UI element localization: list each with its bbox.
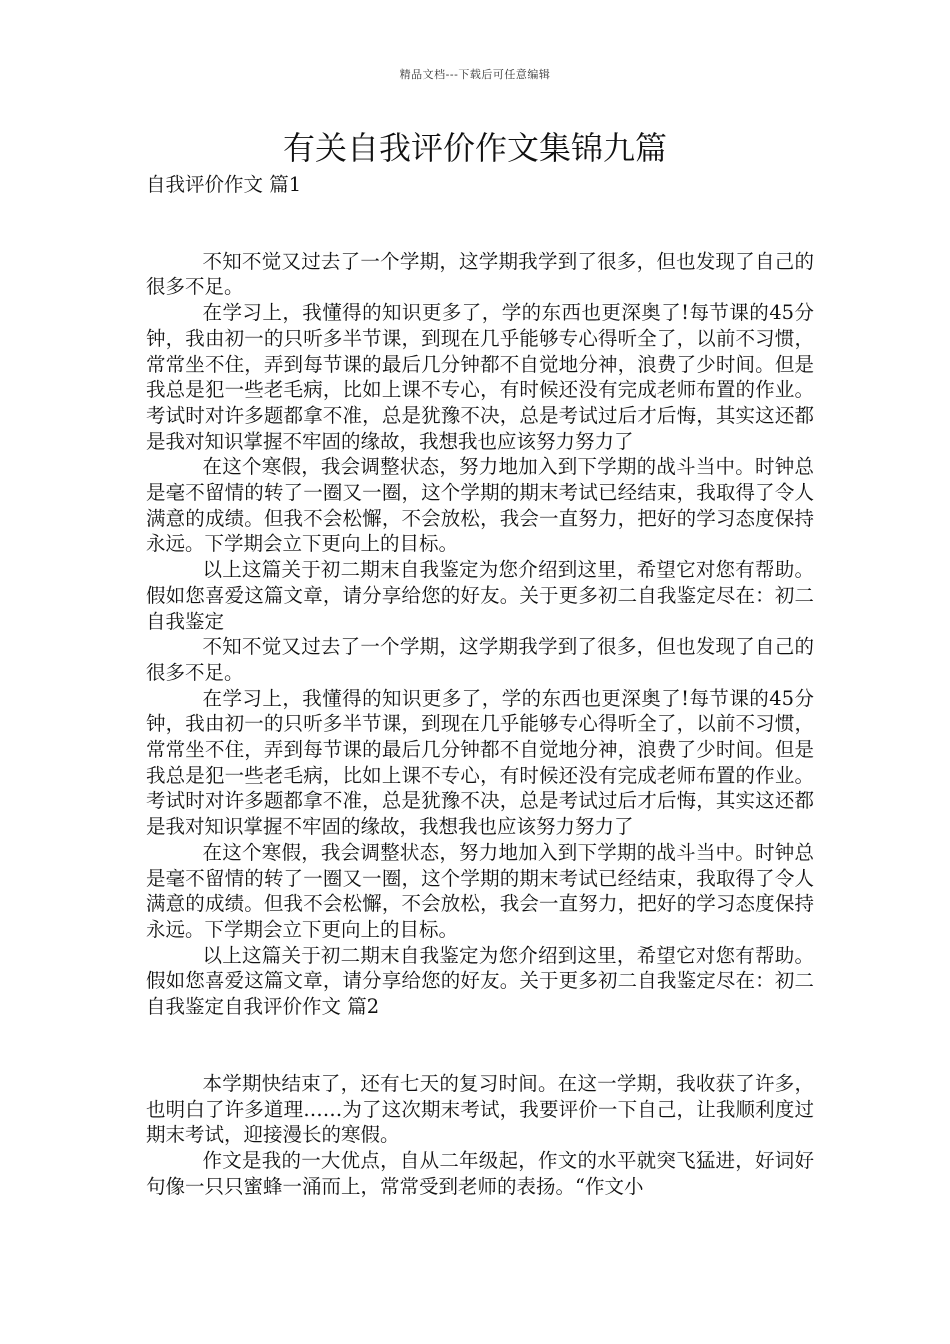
paragraph <box>146 943 814 1020</box>
paragraph: 不知不觉又过去了一个学期，这学期我学到了很多，但也发现了自己的很多不足。 <box>146 635 814 684</box>
paragraph: 以上这篇关于初二期末自我鉴定为您介绍到这里，希望它对您有帮助。假如您喜爱这篇文章，请分享给您的好友。关于更多初二自我鉴定尽在：初二自我鉴定 <box>146 558 814 633</box>
paragraph: 在学习上，我懂得的知识更多了，学的东西也更深奥了!每节课的45分钟，我由初一的只听多半节课，到现在几乎能够专心得听全了，以前不习惯，常常坐不住，弄到每节课的最后几分钟都不自觉地分神，浪费了少时间。但是我总是犯一些老毛病，比如上课不专心，有时候还没有完成老师布置的作业。考试时对许多题都拿不准，总是犹豫不决，总是考试过后才后悔，其实这还都是我对知识掌握不牢固的缘故，我想我也应该努力努力了 <box>146 686 814 839</box>
document-title: 有关自我评价作文集锦九篇 <box>282 129 667 167</box>
paragraph: 在学习上，我懂得的知识更多了，学的东西也更深奥了!每节课的45分钟，我由初一的只听多半节课，到现在几乎能够专心得听全了，以前不习惯，常常坐不住，弄到每节课的最后几分钟都不自觉地分神，浪费了少时间。但是我总是犯一些老毛病，比如上课不专心，有时候还没有完成老师布置的作业。考试时对许多题都拿不准，总是犹豫不决，总是考试过后才后悔，其实这还都是我对知识掌握不牢固的缘故，我想我也应该努力努力了 <box>146 301 814 453</box>
paragraph-text: 以上这篇关于初二期末自我鉴定为您介绍到这里，希望它对您有帮助。假如您喜爱这篇文章，请分享给您的好友。关于更多初二自我鉴定尽在：初二自我鉴定 <box>146 943 814 1019</box>
paragraph: 在这个寒假，我会调整状态，努力地加入到下学期的战斗当中。时钟总是毫不留情的转了一圈又一圈，这个学期的期末考试已经结束，我取得了令人满意的成绩。但我不会松懈，不会放松，我会一直努力，把好的学习态度保持永远。下学期会立下更向上的目标。 <box>146 840 814 941</box>
section-heading-2: 自我评价作文 篇2 <box>224 995 380 1019</box>
paragraph: 不知不觉又过去了一个学期，这学期我学到了很多，但也发现了自己的很多不足。 <box>146 249 814 299</box>
spacer <box>146 198 814 249</box>
paragraph: 作文是我的一大优点，自从二年级起，作文的水平就突飞猛进，好词好句像一只只蜜蜂一涌而上，常常受到老师的表扬。“作文小 <box>146 1148 814 1198</box>
document-body <box>146 172 814 1199</box>
page-header: 精品文档---下载后可任意编辑 <box>399 68 551 81</box>
paragraph: 本学期快结束了，还有七天的复习时间。在这一学期，我收获了许多，也明白了许多道理……为了这次期末考试，我要评价一下自己，让我顺利度过期末考试，迎接漫长的寒假。 <box>146 1071 814 1147</box>
spacer <box>146 1020 814 1071</box>
paragraph: 在这个寒假，我会调整状态，努力地加入到下学期的战斗当中。时钟总是毫不留情的转了一圈又一圈，这个学期的期末考试已经结束，我取得了令人满意的成绩。但我不会松懈，不会放松，我会一直努力，把好的学习态度保持永远。下学期会立下更向上的目标。 <box>146 455 814 556</box>
section-heading-1: 自我评价作文 篇1 <box>146 173 302 196</box>
